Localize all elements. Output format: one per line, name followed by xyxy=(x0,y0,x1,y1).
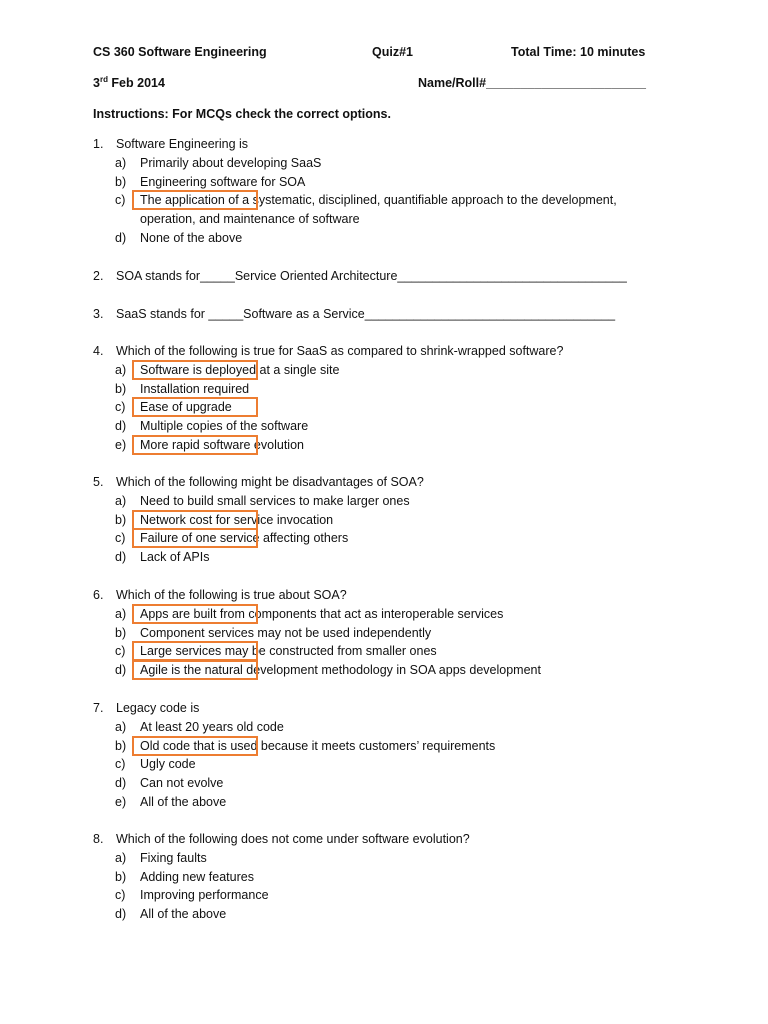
question-text: Legacy code is xyxy=(116,701,200,715)
option-text: All of the above xyxy=(140,795,227,809)
selection-mark xyxy=(132,397,258,417)
option-label: a) xyxy=(115,493,127,508)
option-c[interactable] xyxy=(0,756,768,775)
selection-mark xyxy=(132,510,258,530)
course-title: CS 360 Software Engineering xyxy=(93,45,267,59)
option-label: b) xyxy=(115,174,127,189)
option-label: c) xyxy=(115,193,126,208)
option-text: The application of a systematic, disciplined, quantifiable approach to the development, xyxy=(140,193,617,208)
option-a[interactable] xyxy=(0,362,768,381)
option-d[interactable] xyxy=(0,775,768,794)
option-text: Engineering software for SOA xyxy=(140,174,306,189)
option-d[interactable] xyxy=(0,662,768,681)
option-text: Apps are built from components that act as interoperable services xyxy=(140,606,504,621)
option-text: Ease of upgrade xyxy=(140,400,232,415)
option-text: Component services may not be used independently xyxy=(140,625,432,640)
option-c[interactable] xyxy=(0,887,768,906)
option-text: More rapid software evolution xyxy=(140,438,304,452)
option-label: a) xyxy=(115,606,127,621)
option-label: b) xyxy=(115,869,127,884)
total-time: Total Time: 10 minutes xyxy=(511,45,646,59)
option-d[interactable] xyxy=(0,906,768,925)
option-label: a) xyxy=(115,362,127,377)
option-a[interactable] xyxy=(0,850,768,869)
option-text: Need to build small services to make larger ones xyxy=(140,493,410,508)
selection-mark xyxy=(132,360,258,380)
selection-mark xyxy=(132,435,258,455)
option-c[interactable] xyxy=(0,530,768,549)
option-b[interactable] xyxy=(0,625,768,644)
option-text: Ugly code xyxy=(140,757,196,772)
name-roll-field[interactable]: Name/Roll#_______________________ xyxy=(418,76,646,90)
question-number: 1. xyxy=(93,137,104,151)
question-number: 4. xyxy=(93,344,104,358)
option-d[interactable] xyxy=(0,418,768,437)
question-number: 3. xyxy=(93,307,104,321)
option-b[interactable] xyxy=(0,174,768,193)
option-text: Failure of one service affecting others xyxy=(140,531,349,546)
option-label: c) xyxy=(115,644,126,659)
selection-mark xyxy=(132,528,258,548)
option-e[interactable] xyxy=(0,794,768,813)
option-text: Network cost for service invocation xyxy=(140,512,334,527)
option-label: e) xyxy=(115,795,127,809)
quiz-date: 3rd Feb 2014 xyxy=(93,74,165,90)
question-text: Which of the following might be disadvantages of SOA? xyxy=(116,475,424,489)
option-text: Fixing faults xyxy=(140,850,207,865)
option-label: b) xyxy=(115,512,127,527)
instructions: Instructions: For MCQs check the correct options. xyxy=(93,107,391,121)
option-text: Installation required xyxy=(140,381,250,396)
option-c[interactable] xyxy=(0,399,768,418)
question-number: 8. xyxy=(93,832,104,846)
question-number: 6. xyxy=(93,588,104,602)
option-text: None of the above xyxy=(140,231,243,245)
option-label: b) xyxy=(115,381,127,396)
option-text: Adding new features xyxy=(140,869,254,884)
option-text: Old code that is used because it meets customers’ requirements xyxy=(140,738,496,753)
option-text: Large services may be constructed from smaller ones xyxy=(140,644,437,659)
option-text: Agile is the natural development methodology in SOA apps development xyxy=(140,663,541,678)
option-text: Multiple copies of the software xyxy=(140,419,309,434)
option-label: b) xyxy=(115,738,127,753)
option-a[interactable] xyxy=(0,719,768,738)
option-label: d) xyxy=(115,419,127,434)
question-text: Which of the following is true for SaaS as compared to shrink-wrapped software? xyxy=(116,344,564,358)
option-b[interactable] xyxy=(0,512,768,531)
option-label: c) xyxy=(115,757,126,772)
option-label: c) xyxy=(115,531,126,546)
option-label: d) xyxy=(115,550,127,565)
option-text: All of the above xyxy=(140,907,227,922)
option-b[interactable] xyxy=(0,738,768,757)
option-text: At least 20 years old code xyxy=(140,719,284,734)
option-text: Improving performance xyxy=(140,888,269,903)
option-c[interactable] xyxy=(0,643,768,662)
question-text: SaaS stands for _____Software as a Service____________________________________ xyxy=(116,307,616,321)
option-text: Can not evolve xyxy=(140,776,224,791)
option-label: d) xyxy=(115,907,127,922)
question-text: Which of the following does not come under software evolution? xyxy=(116,832,470,846)
option-label: d) xyxy=(115,663,127,678)
question-text: Which of the following is true about SOA? xyxy=(116,588,347,602)
option-text: Software is deployed at a single site xyxy=(140,362,340,377)
option-label: e) xyxy=(115,438,127,452)
question-number: 7. xyxy=(93,701,104,715)
option-label: a) xyxy=(115,155,127,170)
selection-mark xyxy=(132,736,258,756)
option-text: Primarily about developing SaaS xyxy=(140,155,322,170)
option-d[interactable] xyxy=(0,230,768,249)
question-text: Software Engineering is xyxy=(116,137,249,151)
selection-mark xyxy=(132,604,258,624)
option-label: a) xyxy=(115,719,127,734)
option-label: a) xyxy=(115,850,127,865)
quiz-label: Quiz#1 xyxy=(372,45,413,59)
option-e[interactable] xyxy=(0,437,768,456)
question-number: 2. xyxy=(93,269,104,283)
option-label: b) xyxy=(115,625,127,640)
selection-mark xyxy=(132,190,258,210)
option-b[interactable] xyxy=(0,869,768,888)
option-label: c) xyxy=(115,888,126,903)
option-b[interactable] xyxy=(0,381,768,400)
option-text-continued: operation, and maintenance of software xyxy=(140,212,360,227)
question-text: SOA stands for_____Service Oriented Architecture_________________________________ xyxy=(116,269,627,283)
option-text: Lack of APIs xyxy=(140,550,210,565)
option-label: c) xyxy=(115,400,126,415)
option-c[interactable] xyxy=(0,192,768,211)
selection-mark xyxy=(132,660,258,680)
option-a[interactable] xyxy=(0,155,768,174)
option-d[interactable] xyxy=(0,549,768,568)
option-a[interactable] xyxy=(0,493,768,512)
selection-mark xyxy=(132,641,258,661)
option-label: d) xyxy=(115,776,127,791)
option-a[interactable] xyxy=(0,606,768,625)
option-label: d) xyxy=(115,231,127,245)
question-number: 5. xyxy=(93,475,104,489)
